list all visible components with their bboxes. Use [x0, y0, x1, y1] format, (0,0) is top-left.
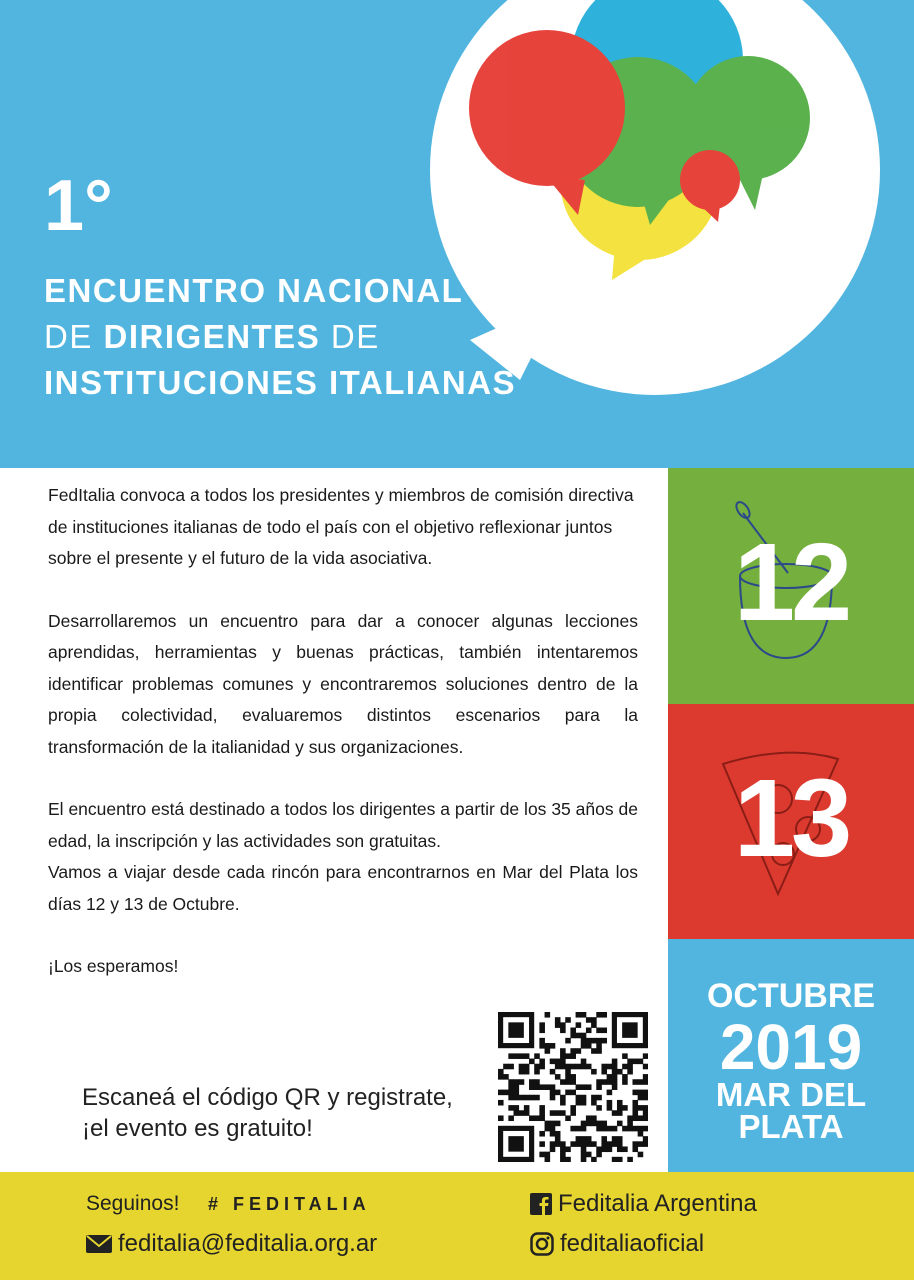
city [668, 1076, 914, 1145]
facebook-name: Feditalia Argentina [558, 1190, 757, 1217]
paragraph-audience: El encuentro está destinado a todos los dirigentes a partir de los 35 años de edad, la inscripción y las actividades son gratuitas. [48, 799, 638, 851]
edition-number: 1° [44, 166, 113, 246]
instagram-icon [530, 1232, 554, 1256]
title-de-2: DE [320, 318, 380, 355]
title-dirigentes: DIRIGENTES [103, 318, 321, 355]
city-line-1: MAR DEL [715, 1076, 867, 1113]
qr-code[interactable] [498, 1012, 648, 1162]
qr-instructions [82, 1082, 453, 1144]
description [48, 480, 638, 1014]
paragraph-objectives: Desarrollaremos un encuentro para dar a conocer algunas lecciones aprendidas, herramientas y buenas prácticas, también intentaremos identificar problemas comunes y encontraremos soluciones dentro de la propia colectividad, evaluaremos distintos escenarios para la transformación de la italianidad y sus organizaciones. [48, 610, 638, 757]
day-13: 13 [733, 757, 849, 880]
hashtag[interactable]: # FEDITALIA [208, 1194, 371, 1214]
email-address: feditalia@feditalia.org.ar [118, 1230, 378, 1257]
day-12: 12 [733, 521, 849, 644]
title-line-1: ENCUENTRO NACIONAL [44, 272, 464, 309]
instagram-handle: feditaliaoficial [560, 1230, 705, 1257]
facebook-icon [530, 1193, 552, 1215]
title-de-1: DE [44, 318, 104, 355]
paragraph-travel: Vamos a viajar desde cada rincón para encontrarnos en Mar del Plata los días 12 y 13 de Octubre. [48, 862, 638, 914]
date-box-13 [668, 704, 914, 939]
paragraph-intro: FedItalia convoca a todos los presidentes y miembros de comisión directiva de instituciones italianas de todo el país con el objetivo reflexionar juntos sobre el presente y el futuro de la vida asociativa. [48, 485, 634, 568]
header-banner [0, 0, 914, 468]
instagram-link[interactable] [530, 1230, 704, 1258]
month: OCTUBRE [706, 977, 876, 1015]
title-line-2 [44, 314, 516, 360]
event-title [44, 268, 516, 406]
qr-instructions-line-2: ¡el evento es gratuito! [82, 1115, 313, 1142]
follow-label: Seguinos! [86, 1192, 180, 1215]
footer [0, 1172, 914, 1280]
year: 2019 [719, 1011, 863, 1083]
paragraph-closing: ¡Los esperamos! [48, 956, 179, 976]
city-line-2: PLATA [738, 1108, 844, 1145]
title-line-3: INSTITUCIONES ITALIANAS [44, 364, 517, 401]
email-link[interactable] [86, 1230, 377, 1258]
date-box-12 [668, 468, 914, 704]
qr-instructions-line-1: Escaneá el código QR y registrate, [82, 1084, 453, 1111]
facebook-link[interactable] [530, 1190, 757, 1218]
mail-icon [86, 1235, 112, 1253]
date-info-box [668, 939, 914, 1172]
